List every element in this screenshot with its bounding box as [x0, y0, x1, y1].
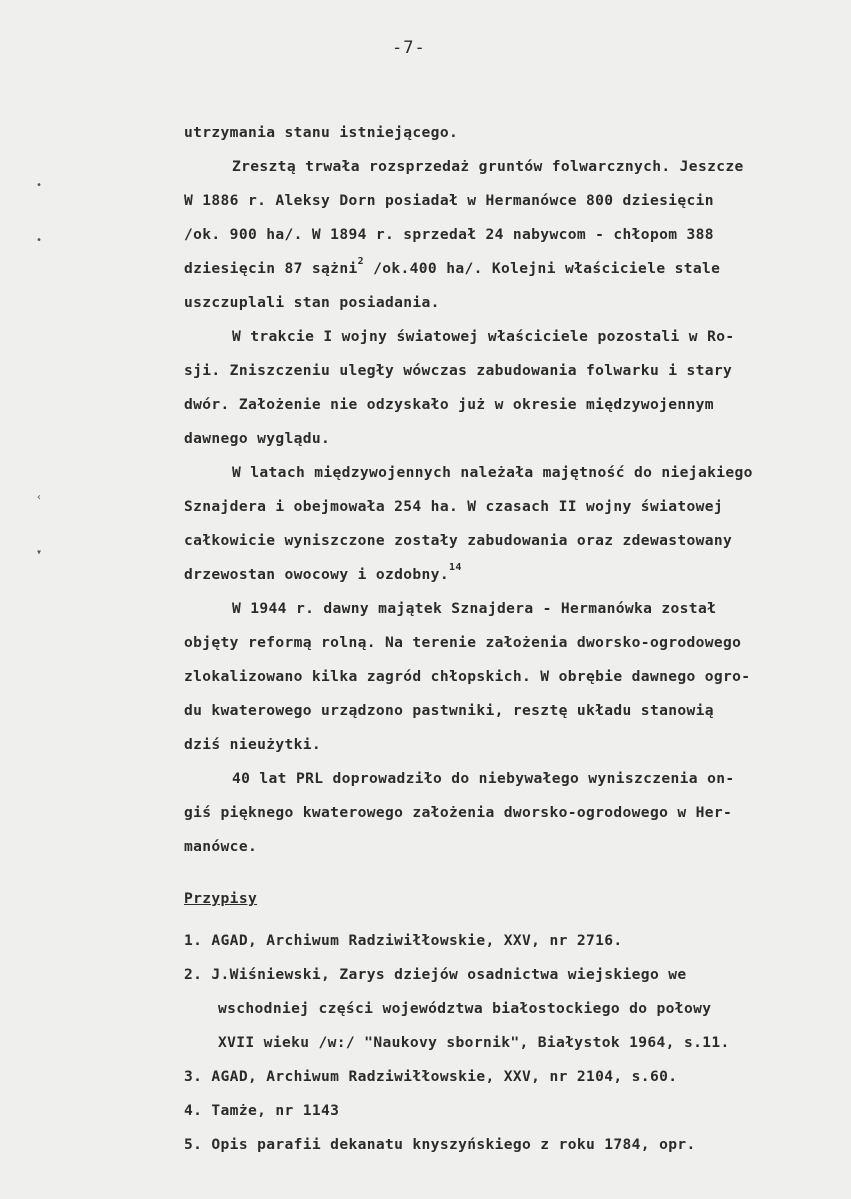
body-line: du kwaterowego urządzono pastwniki, resztę układu stanowią	[184, 702, 714, 719]
margin-mark: •	[36, 180, 43, 191]
margin-mark: ▾	[36, 547, 43, 558]
footnote-ref: 2	[357, 256, 364, 267]
margin-mark: •	[36, 235, 43, 246]
page-number: -7-	[392, 38, 426, 58]
footnote-item: 1. AGAD, Archiwum Radziwiłłowskie, XXV, nr 2716.	[184, 932, 623, 949]
footnote-item: 4. Tamże, nr 1143	[184, 1102, 340, 1119]
footnotes-heading: Przypisy	[184, 890, 258, 907]
body-line: całkowicie wyniszczone zostały zabudowania oraz zdewastowany	[184, 532, 733, 549]
footnote-item-continuation: wschodniej części województwa białostockiego do połowy	[218, 1000, 712, 1017]
body-line: manówce.	[184, 838, 258, 855]
body-text: /ok.400 ha/. Kolejni właściciele stale	[363, 260, 721, 277]
footnote-item: 5. Opis parafii dekanatu knyszyńskiego z roku 1784, opr.	[184, 1136, 696, 1153]
body-line: giś pięknego kwaterowego założenia dworsko-ogrodowego w Her-	[184, 804, 733, 821]
body-line	[184, 562, 462, 585]
body-line: W trakcie I wojny światowej właściciele pozostali w Ro-	[232, 328, 735, 345]
body-line: utrzymania stanu istniejącego.	[184, 124, 459, 141]
body-line: Sznajdera i obejmowała 254 ha. W czasach II wojny światowej	[184, 498, 724, 515]
body-text: drzewostan owocowy i ozdobny.	[184, 566, 449, 583]
body-line: dziś nieużytki.	[184, 736, 322, 753]
body-line	[184, 256, 721, 279]
footnote-item: 3. AGAD, Archiwum Radziwiłłowskie, XXV, nr 2104, s.60.	[184, 1068, 678, 1085]
body-line: 40 lat PRL doprowadziło do niebywałego wyniszczenia on-	[232, 770, 735, 787]
body-line: objęty reformą rolną. Na terenie założenia dworsko-ogrodowego	[184, 634, 742, 651]
body-line: W 1944 r. dawny majątek Sznajdera - Hermanówka został	[232, 600, 717, 617]
body-line: uszczuplali stan posiadania.	[184, 294, 440, 311]
body-line: /ok. 900 ha/. W 1894 r. sprzedał 24 nabywcom - chłopom 388	[184, 226, 714, 243]
body-text: dziesięcin 87 sążni	[184, 260, 358, 277]
margin-mark: ‹	[36, 492, 43, 503]
body-line: Zresztą trwała rozsprzedaż gruntów folwarcznych. Jeszcze	[232, 158, 744, 175]
body-line: W latach międzywojennych należała majętność do niejakiego	[232, 464, 753, 481]
body-line: zlokalizowano kilka zagród chłopskich. W obrębie dawnego ogro-	[184, 668, 751, 685]
body-line: sji. Zniszczeniu uległy wówczas zabudowania folwarku i stary	[184, 362, 733, 379]
footnote-item-continuation: XVII wieku /w:/ "Naukovy sbornik", Białystok 1964, s.11.	[218, 1034, 730, 1051]
body-line: dwór. Założenie nie odzyskało już w okresie międzywojennym	[184, 396, 714, 413]
footnote-item: 2. J.Wiśniewski, Zarys dziejów osadnictwa wiejskiego we	[184, 966, 687, 983]
footnote-ref: 14	[448, 562, 462, 573]
body-line: W 1886 r. Aleksy Dorn posiadał w Hermanówce 800 dziesięcin	[184, 192, 714, 209]
body-line: dawnego wyglądu.	[184, 430, 331, 447]
